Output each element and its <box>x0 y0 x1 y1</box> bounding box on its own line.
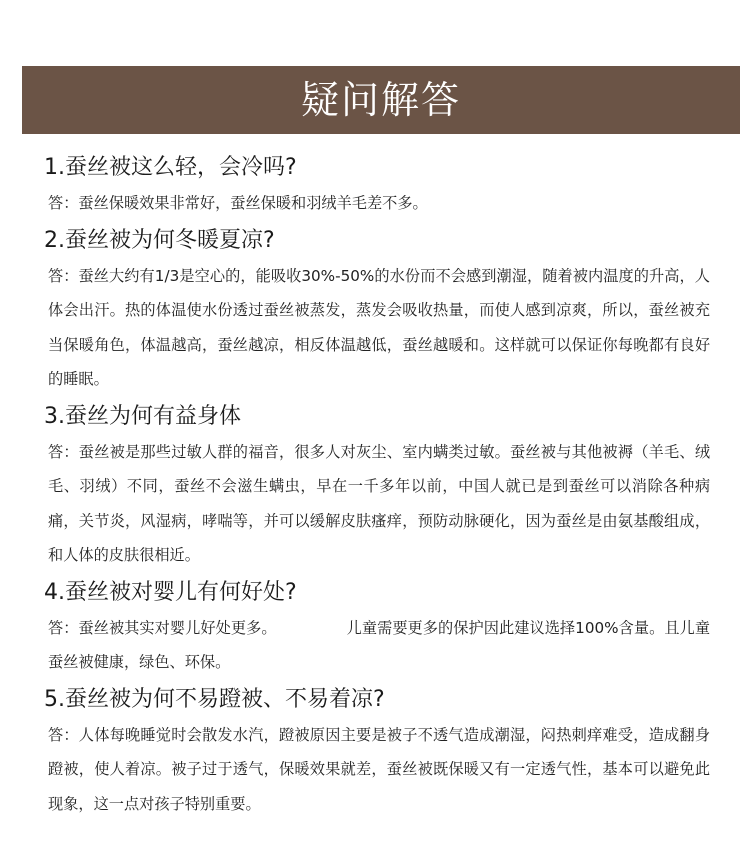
header-banner <box>22 66 740 134</box>
page-title: 疑问解答 <box>300 78 461 122</box>
faq-item-4 <box>44 575 710 680</box>
faq-item-5 <box>44 682 710 822</box>
faq-answer-1: 答：蚕丝保暖效果非常好，蚕丝保暖和羽绒羊毛差不多。 <box>48 194 428 212</box>
faq-answer-2: 答：蚕丝大约有1/3是空心的，能吸收30%-50%的水份而不会感到潮湿，随着被内温度的升高，人体会出汗。热的体温使水份透过蚕丝被蒸发，蒸发会吸收热量，而使人感到凉爽，所以，蚕丝被充当保暖角色，体温越高，蚕丝越凉，相反体温越低，蚕丝越暖和。这样就可以保证你每晚都有良好的睡眠。 <box>48 266 710 388</box>
faq-question-2: 2.蚕丝被为何冬暖夏凉? <box>44 227 275 253</box>
faq-question-4: 4.蚕丝被对婴儿有何好处? <box>44 579 297 605</box>
faq-item-1 <box>44 150 710 221</box>
faq-question-3: 3.蚕丝为何有益身体 <box>44 403 241 429</box>
faq-answer-3: 答：蚕丝被是那些过敏人群的福音，很多人对灰尘、室内螨类过敏。蚕丝被与其他被褥（羊毛、绒毛、羽绒）不同，蚕丝不会滋生螨虫，早在一千多年以前，中国人就已是到蚕丝可以消除各种病痛，关节炎，风湿病，哮喘等，并可以缓解皮肤瘙痒，预防动脉硬化，因为蚕丝是由氨基酸组成，和人体的皮肤很相近。 <box>48 442 710 564</box>
faq-answer-4 <box>48 611 710 680</box>
faq-item-3 <box>44 399 710 573</box>
faq-item-2 <box>44 223 710 397</box>
faq-answer-5: 答：人体每晚睡觉时会散发水汽，蹬被原因主要是被子不透气造成潮湿，闷热刺痒难受，造成翻身蹬被，使人着凉。被子过于透气，保暖效果就差，蚕丝被既保暖又有一定透气性，基本可以避免此现象，这一点对孩子特别重要。 <box>48 725 710 813</box>
faq-question-1: 1.蚕丝被这么轻，会冷吗? <box>44 155 297 180</box>
faq-question-5: 5.蚕丝被为何不易蹬被、不易着凉? <box>44 686 385 712</box>
faq-list <box>44 150 710 823</box>
faq-answer-4-part1: 答：蚕丝被其实对婴儿好处更多。 <box>48 618 277 637</box>
faq-answer-4-part2: 儿童需要更多的保护因此建议选择100%含量。且儿童蚕丝被健康，绿色、环保。 <box>48 618 711 671</box>
